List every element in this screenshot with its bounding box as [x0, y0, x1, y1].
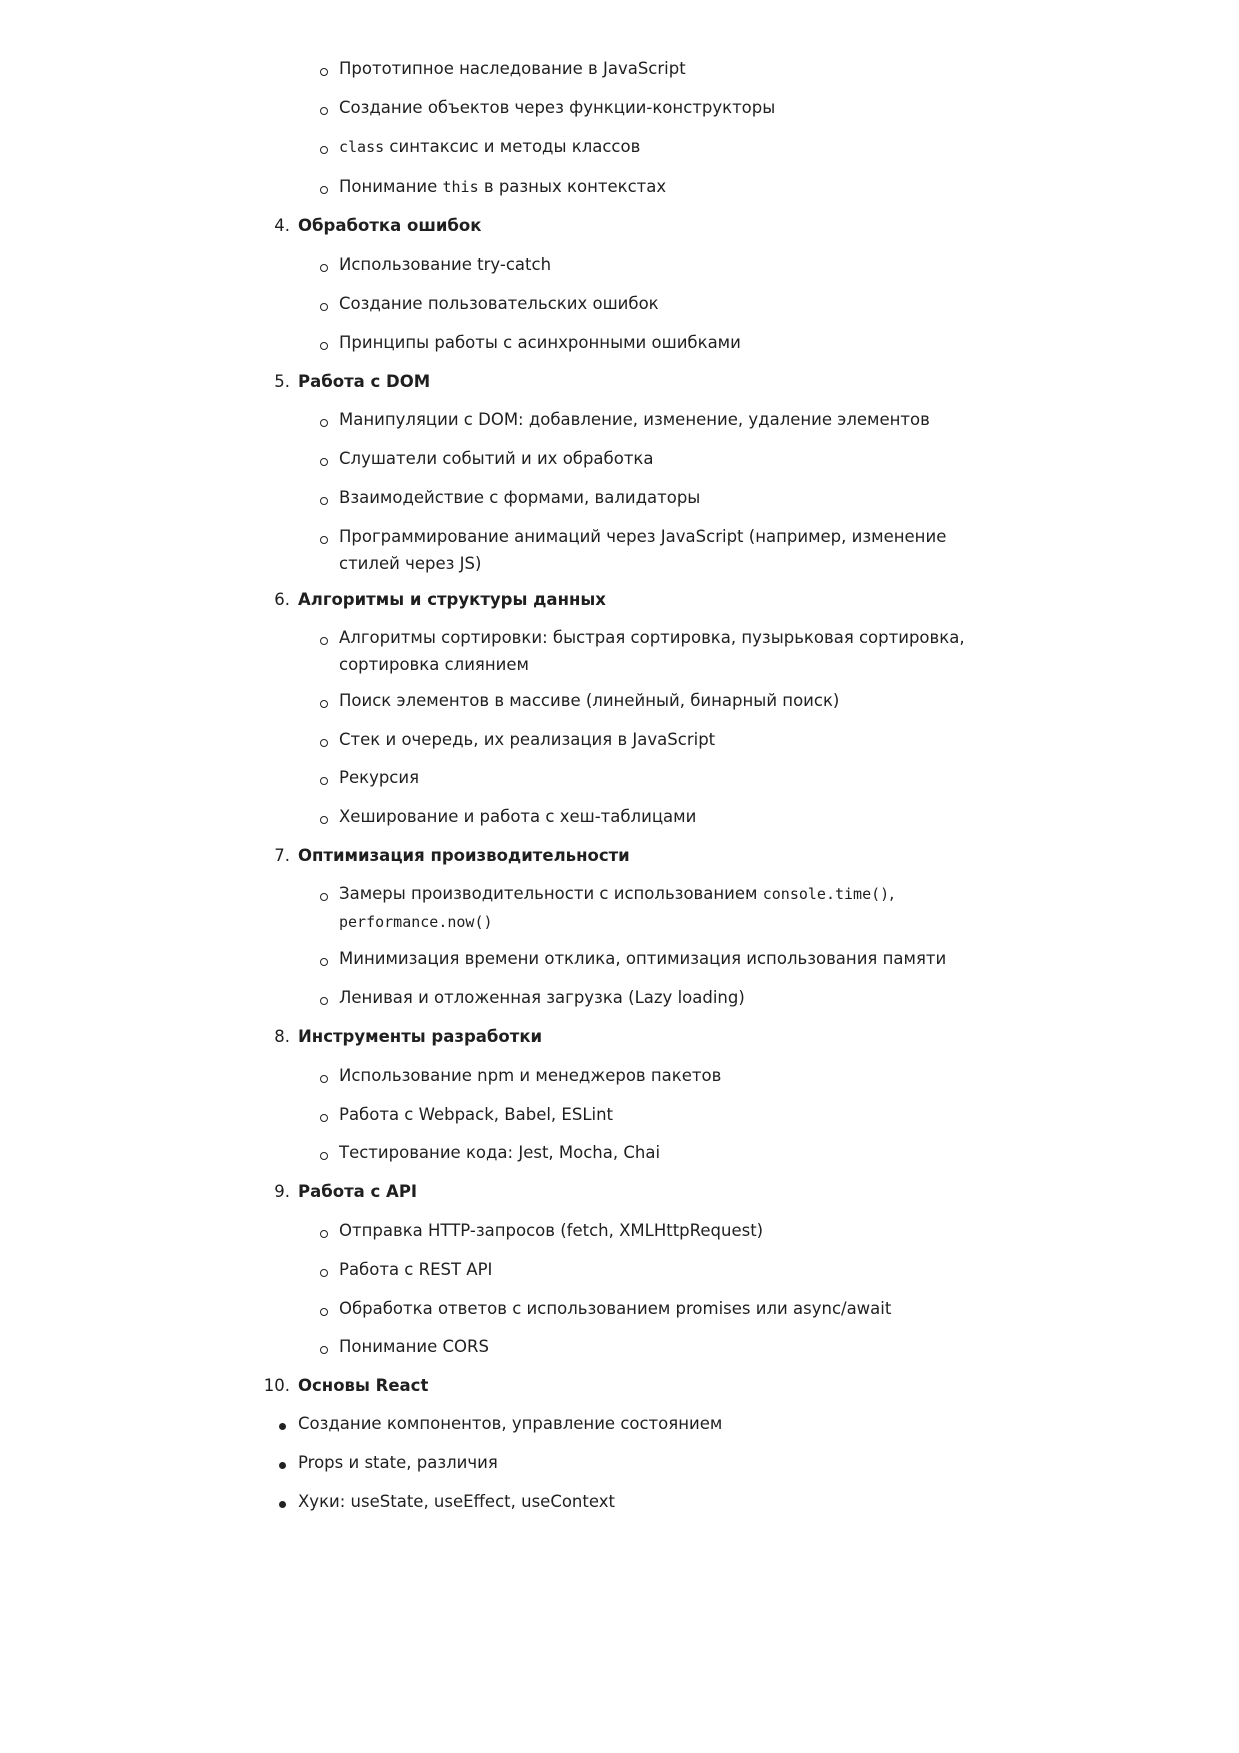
inline-code: performance.now(): [339, 913, 493, 931]
disc-bullet-icon: [279, 1423, 286, 1430]
circle-bullet-icon: [320, 1075, 328, 1083]
circle-bullet-icon: [320, 264, 328, 272]
circle-bullet-icon: [320, 816, 328, 824]
circle-bullet-icon: [320, 1152, 328, 1160]
list-item: Поиск элементов в массиве (линейный, бинарный поиск): [339, 691, 840, 710]
circle-bullet-icon: [320, 458, 328, 466]
circle-bullet-icon: [320, 777, 328, 785]
section-number: 6.: [274, 590, 290, 609]
section-number: 4.: [274, 216, 290, 235]
inline-code: console.time(): [762, 885, 890, 903]
list-item: Манипуляции с DOM: добавление, изменение, удаление элементов: [339, 410, 930, 429]
list-item: [339, 173, 1009, 201]
section-heading: Обработка ошибок: [298, 216, 482, 235]
list-item: Создание компонентов, управление состоянием: [298, 1414, 723, 1433]
circle-bullet-icon: [320, 68, 328, 76]
list-item: Алгоритмы сортировки: быстрая сортировка, пузырьковая сортировка, сортировка слиянием: [339, 628, 965, 674]
section-number: 8.: [274, 1027, 290, 1046]
list-item: Создание пользовательских ошибок: [339, 294, 659, 313]
list-item: Хеширование и работа с хеш-таблицами: [339, 807, 697, 826]
list-item: Использование npm и менеджеров пакетов: [339, 1066, 722, 1085]
list-item: Минимизация времени отклика, оптимизация использования памяти: [339, 949, 947, 968]
circle-bullet-icon: [320, 342, 328, 350]
list-item: Props и state, различия: [298, 1453, 498, 1472]
section-heading: Основы React: [298, 1376, 429, 1395]
list-item: [339, 133, 1009, 161]
circle-bullet-icon: [320, 700, 328, 708]
list-item-text: Замеры производительности с использованием: [339, 884, 763, 903]
list-item-text: Понимание: [339, 177, 443, 196]
list-item: Программирование анимаций через JavaScript (например, изменение стилей через JS): [339, 527, 947, 573]
circle-bullet-icon: [320, 739, 328, 747]
list-item: Слушатели событий и их обработка: [339, 449, 654, 468]
list-item: Принципы работы с асинхронными ошибками: [339, 333, 741, 352]
circle-bullet-icon: [320, 1230, 328, 1238]
list-item: Обработка ответов с использованием promises или async/await: [339, 1299, 892, 1318]
circle-bullet-icon: [320, 186, 328, 194]
list-item: Создание объектов через функции-конструкторы: [339, 98, 776, 117]
list-item: Рекурсия: [339, 768, 420, 787]
list-item: Хуки: useState, useEffect, useContext: [298, 1492, 615, 1511]
circle-bullet-icon: [320, 1346, 328, 1354]
section-number: 9.: [274, 1182, 290, 1201]
list-item-text: в разных контекстах: [478, 177, 667, 196]
disc-bullet-icon: [279, 1501, 286, 1508]
circle-bullet-icon: [320, 958, 328, 966]
section-heading: Алгоритмы и структуры данных: [298, 590, 606, 609]
list-item: Работа с REST API: [339, 1260, 493, 1279]
section-number: 7.: [274, 846, 290, 865]
circle-bullet-icon: [320, 303, 328, 311]
section-heading: Работа с API: [298, 1182, 418, 1201]
section-number: 10.: [263, 1376, 290, 1395]
circle-bullet-icon: [320, 637, 328, 645]
circle-bullet-icon: [320, 419, 328, 427]
section-number: 5.: [274, 372, 290, 391]
list-item: Взаимодействие с формами, валидаторы: [339, 488, 701, 507]
circle-bullet-icon: [320, 536, 328, 544]
list-item: Стек и очередь, их реализация в JavaScript: [339, 730, 716, 749]
list-item: Ленивая и отложенная загрузка (Lazy loading): [339, 988, 745, 1007]
circle-bullet-icon: [320, 1308, 328, 1316]
list-item: Работа с Webpack, Babel, ESLint: [339, 1105, 614, 1124]
disc-bullet-icon: [279, 1462, 286, 1469]
section-heading: Инструменты разработки: [298, 1027, 543, 1046]
circle-bullet-icon: [320, 497, 328, 505]
inline-code: this: [442, 178, 479, 196]
circle-bullet-icon: [320, 997, 328, 1005]
section-heading: Оптимизация производительности: [298, 846, 630, 865]
circle-bullet-icon: [320, 146, 328, 154]
circle-bullet-icon: [320, 893, 328, 901]
circle-bullet-icon: [320, 107, 328, 115]
list-item: Тестирование кода: Jest, Mocha, Chai: [339, 1143, 661, 1162]
list-item: Прототипное наследование в JavaScript: [339, 59, 686, 78]
list-item-text: синтаксис и методы классов: [384, 137, 641, 156]
list-item: [339, 880, 1009, 936]
section-heading: Работа с DOM: [298, 372, 431, 391]
circle-bullet-icon: [320, 1269, 328, 1277]
list-item: Отправка HTTP-запросов (fetch, XMLHttpRequest): [339, 1221, 764, 1240]
inline-code: class: [339, 138, 385, 156]
list-item: Понимание CORS: [339, 1337, 489, 1356]
list-item: Использование try-catch: [339, 255, 552, 274]
circle-bullet-icon: [320, 1114, 328, 1122]
list-item-text: ,: [889, 884, 895, 903]
